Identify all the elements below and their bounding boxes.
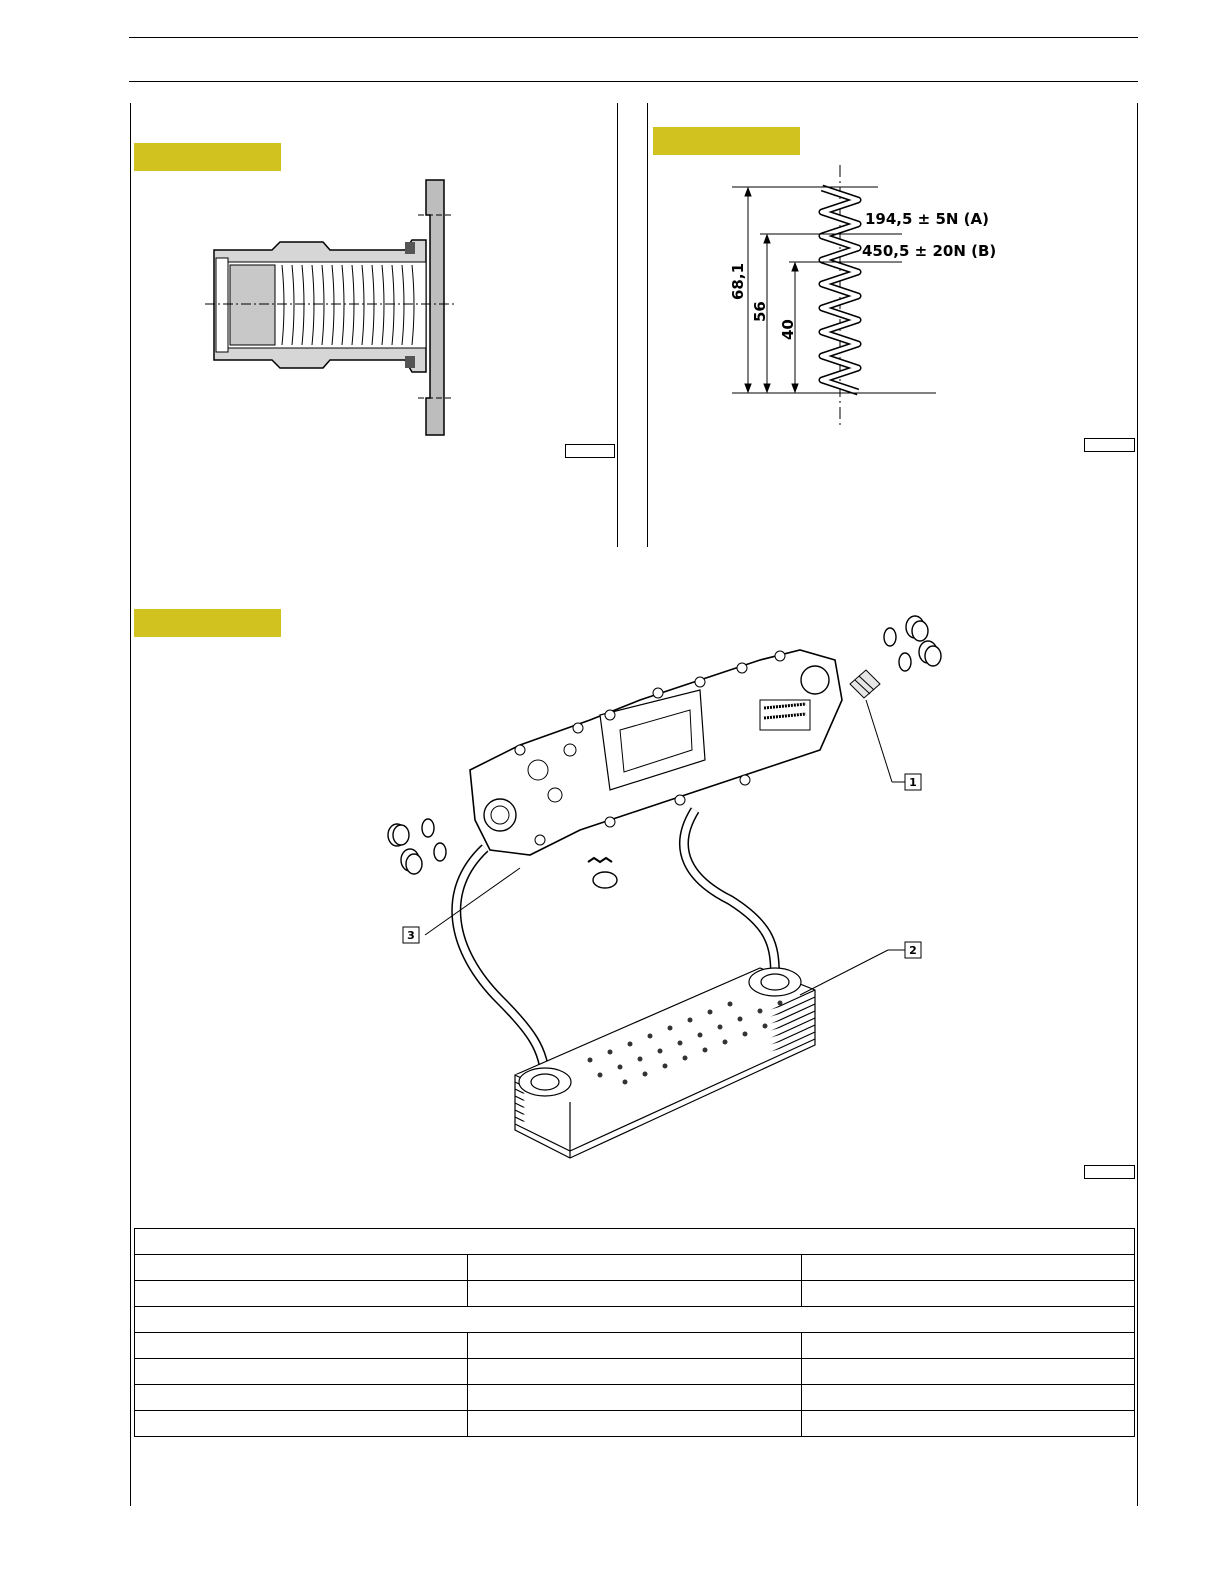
- figure-tag-top-right: [653, 127, 800, 155]
- callout-1: [905, 774, 921, 790]
- callout-3-label: 3: [407, 929, 415, 942]
- figure-tag-bottom: [134, 609, 281, 637]
- spec-table: [134, 1228, 1135, 1437]
- table-section-header: [135, 1229, 1135, 1255]
- table-row: [135, 1385, 1135, 1411]
- oil-cooler-exploded-drawing: [370, 610, 950, 1170]
- table-row: [135, 1255, 1135, 1281]
- section-title: [135, 1229, 1135, 1255]
- table-row: [135, 1411, 1135, 1437]
- callout-3: [403, 927, 419, 943]
- figure-number-box-top-right: [1084, 438, 1135, 452]
- load-b-label: 450,5 ± 20N (B): [862, 242, 997, 260]
- header-rule-top: [129, 37, 1138, 38]
- figure-number-box-bottom: [1084, 1165, 1135, 1179]
- figure-number-box-top-left: [565, 444, 615, 458]
- page-left-border: [130, 103, 131, 1506]
- column-divider-right: [647, 103, 648, 547]
- table-row: [135, 1333, 1135, 1359]
- callout-2: [905, 942, 921, 958]
- table-row: [135, 1359, 1135, 1385]
- header-rule-bottom: [129, 81, 1138, 82]
- column-divider-left: [617, 103, 618, 547]
- dimension-length-b: 40: [779, 319, 797, 340]
- page-right-border: [1137, 103, 1138, 1506]
- spring-diagram: [700, 160, 1000, 430]
- section-title: [135, 1307, 1135, 1333]
- load-a-label: 194,5 ± 5N (A): [865, 210, 989, 228]
- dimension-length-a: 56: [751, 301, 769, 322]
- callout-2-label: 2: [909, 944, 917, 957]
- table-section-header: [135, 1307, 1135, 1333]
- callout-1-label: 1: [909, 776, 917, 789]
- table-row: [135, 1281, 1135, 1307]
- figure-tag-top-left: [134, 143, 281, 171]
- dimension-free-length: 68,1: [729, 262, 747, 300]
- valve-section-drawing: [200, 175, 460, 440]
